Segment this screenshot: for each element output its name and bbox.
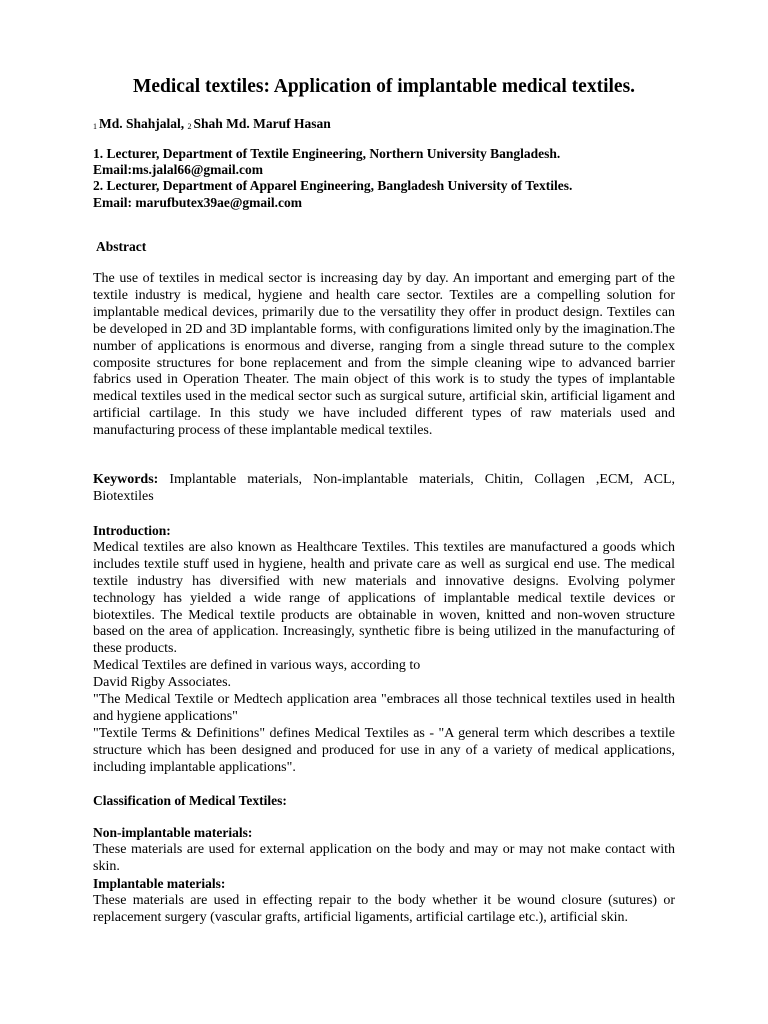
implantable-heading: Implantable materials: — [93, 875, 226, 891]
introduction-paragraph-3: David Rigby Associates. — [93, 675, 232, 691]
classification-section — [93, 825, 675, 926]
keywords-text: Implantable materials, Non-implantable materials, Chitin, Collagen ,ECM, ACL, Biotextiles — [93, 472, 675, 504]
keywords-paragraph — [93, 472, 675, 506]
author-1-name: Md. Shahjalal, — [99, 116, 185, 131]
non-implantable-text: These materials are used for external application on the body and may or may not make contact with skin. — [93, 841, 675, 874]
affiliation-2: 2. Lecturer, Department of Apparel Engineering, Bangladesh University of Textiles. — [93, 178, 573, 193]
introduction-paragraph-5: "Textile Terms & Definitions" defines Medical Textiles as - "A general term which describes a textile structure which has been designed and produced for use in any of a variety of medical applications, including implantable applications". — [93, 725, 675, 775]
author-1-mark: 1 — [93, 122, 97, 131]
affiliation-2-email: Email: marufbutex39ae@gmail.com — [93, 195, 303, 210]
affiliation-1: 1. Lecturer, Department of Textile Engineering, Northern University Bangladesh. — [93, 146, 561, 161]
introduction-section — [93, 523, 675, 777]
keywords-label: Keywords: — [93, 472, 159, 487]
affiliations — [93, 146, 675, 211]
author-2-mark: 2 — [187, 122, 192, 131]
introduction-paragraph-4: "The Medical Textile or Medtech application area "embraces all those technical textiles used in health and hygiene applications" — [93, 692, 675, 724]
abstract-text: The use of textiles in medical sector is increasing day by day. An important and emerging part of the textile industry is medical, hygiene and health care sector. Textiles are a compelling solution for implantable medical devices, primarily due to the versatility they offer in product design. Textiles can be developed in 2D and 3D implantable forms, with configurations limited only by the imagination.The number of applications is enormous and diverse, ranging from a single thread suture to the complex composite structures for bone replacement and from the simple cleaning wipe to advanced barrier fabrics used in Operation Theater. The main object of this work is to study the types of implantable medical textiles used in the medical sector such as surgical suture, artificial skin, artificial ligament and artificial cartilage. In this study we have included different types of raw materials used and manufacturing process of these implantable medical textiles. — [93, 271, 675, 439]
classification-heading: Classification of Medical Textiles: — [93, 793, 287, 808]
affiliation-1-email: Email:ms.jalal66@gmail.com — [93, 162, 264, 177]
non-implantable-heading: Non-implantable materials: — [93, 825, 253, 840]
introduction-paragraph-1: Medical textiles are also known as Healthcare Textiles. This textiles are manufactured a goods which includes textile stuff used in hygiene, health and private care as well as surgical end use. The medical textile industry has diversified with new materials and innovative designs. Evolving polymer technology has yielded a wide range of applications of implantable medical textile devices or biotextiles. The Medical textile products are obtainable in woven, knitted and non-woven structure based on the area of application. Increasingly, synthetic fibre is being utilized in the manufacturing of these products. — [93, 539, 675, 657]
introduction-heading: Introduction: — [93, 523, 171, 538]
introduction-paragraph-2: Medical Textiles are defined in various ways, according to — [93, 658, 421, 674]
abstract-heading: Abstract — [96, 239, 147, 254]
paper-title: Medical textiles: Application of implantable medical textiles. — [132, 76, 636, 97]
implantable-text: These materials are used in effecting repair to the body whether it be wound closure (sutures) or replacement surgery (vascular grafts, artificial ligaments, artificial cartilage etc.), artificial skin. — [93, 892, 675, 925]
author-line — [93, 115, 331, 136]
author-2-name: Shah Md. Maruf Hasan — [193, 116, 331, 131]
